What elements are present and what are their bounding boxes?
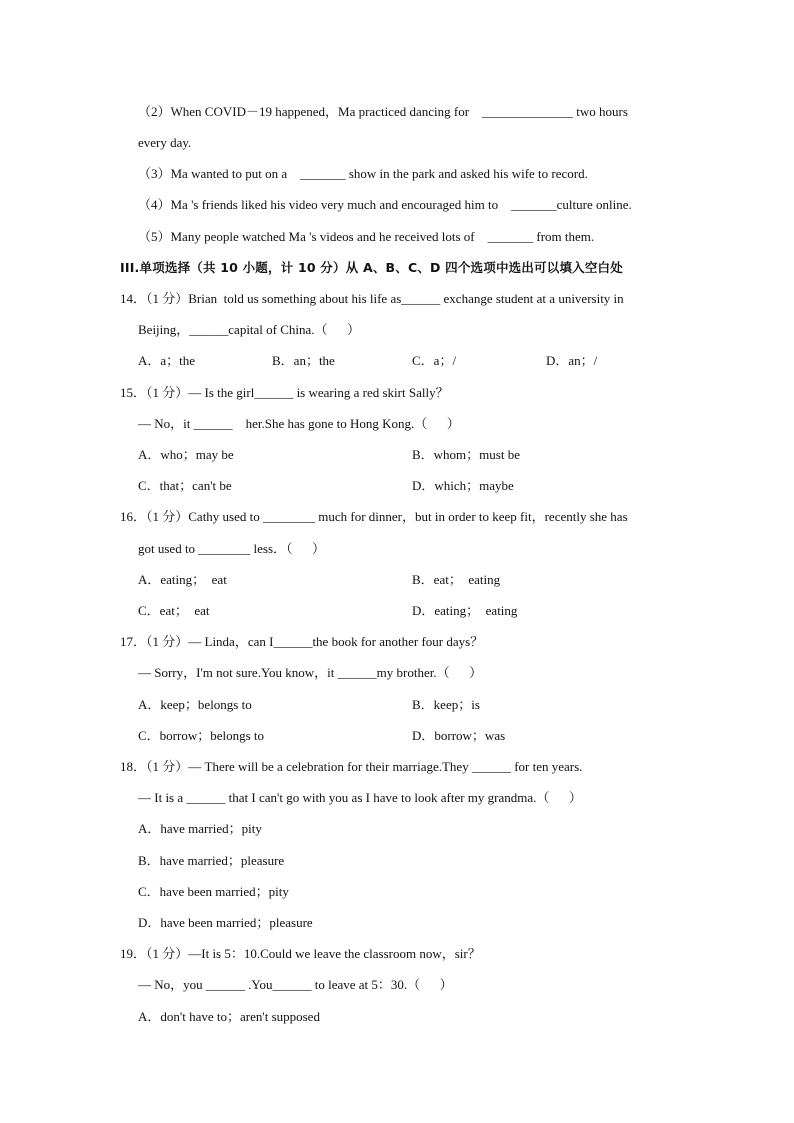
question-14-option-c[interactable]: C．a；/ (412, 353, 457, 368)
question-16-option-c[interactable]: C．eat； eat (138, 603, 210, 618)
question-15-stem-continued: — No，it ______ her.She has gone to Hong Kong.（ ） (138, 416, 460, 431)
fill-item-2-continued: every day. (138, 135, 192, 150)
question-16-stem-continued: got used to ________ less．（ ） (138, 541, 326, 556)
question-15-option-b[interactable]: B．whom；must be (412, 447, 520, 462)
question-17-option-a[interactable]: A．keep；belongs to (138, 697, 252, 712)
question-18-option-b[interactable]: B．have married；pleasure (138, 853, 285, 868)
question-17-stem: 17．（1 分）— Linda，can I______the book for another four days？ (120, 634, 484, 649)
fill-item-2: （2）When COVID－19 happened，Ma practiced dancing for ______________ two hours (138, 104, 628, 119)
question-16-option-a[interactable]: A．eating； eat (138, 572, 227, 587)
question-14-option-a[interactable]: A．a；the (138, 353, 196, 368)
question-17-option-d[interactable]: D．borrow；was (412, 728, 506, 743)
question-19-stem: 19．（1 分）—It is 5：10.Could we leave the classroom now，sir？ (120, 946, 481, 961)
question-16-stem: 16．（1 分）Cathy used to ________ much for dinner，but in order to keep fit，recently she has (120, 509, 628, 524)
fill-item-3: （3）Ma wanted to put on a _______ show in the park and asked his wife to record. (138, 166, 588, 181)
question-18-option-c[interactable]: C．have been married；pity (138, 884, 289, 899)
question-15-stem: 15．（1 分）— Is the girl______ is wearing a red skirt Sally？ (120, 385, 449, 400)
question-18-option-a[interactable]: A．have married；pity (138, 821, 262, 836)
question-18-stem-continued: — It is a ______ that I can't go with you as I have to look after my grandma.（ ） (138, 790, 582, 805)
question-14-option-b[interactable]: B．an；the (272, 353, 335, 368)
question-17-stem-continued: — Sorry，I'm not sure.You know，it ______my brother.（ ） (138, 665, 483, 680)
question-14-stem-continued: Beijing，______capital of China.（ ） (138, 322, 361, 337)
question-18-option-d[interactable]: D．have been married；pleasure (138, 915, 313, 930)
question-14-stem: 14．（1 分）Brian told us something about his life as______ exchange student at a university in (120, 291, 624, 306)
fill-item-5: （5）Many people watched Ma 's videos and he received lots of _______ from them. (138, 229, 595, 244)
question-19-stem-continued: — No，you ______ .You______ to leave at 5：30.（ ） (138, 977, 453, 992)
question-18-stem: 18．（1 分）— There will be a celebration for their marriage.They ______ for ten years. (120, 759, 583, 774)
question-17-option-c[interactable]: C．borrow；belongs to (138, 728, 265, 743)
question-17-option-b[interactable]: B．keep；is (412, 697, 480, 712)
section-heading: III.单项选择（共 10 小题，计 10 分）从 A、B、C、D 四个选项中选出可以填入空白处 (120, 260, 623, 275)
question-19-option-a[interactable]: A．don't have to；aren't supposed (138, 1009, 320, 1024)
question-16-option-d[interactable]: D．eating； eating (412, 603, 518, 618)
question-16-option-b[interactable]: B．eat； eating (412, 572, 501, 587)
question-15-option-a[interactable]: A．who；may be (138, 447, 234, 462)
question-15-option-d[interactable]: D．which；maybe (412, 478, 514, 493)
fill-item-4: （4）Ma 's friends liked his video very much and encouraged him to _______culture online. (138, 197, 632, 212)
question-14-option-d[interactable]: D．an；/ (546, 353, 598, 368)
question-15-option-c[interactable]: C．that；can't be (138, 478, 232, 493)
